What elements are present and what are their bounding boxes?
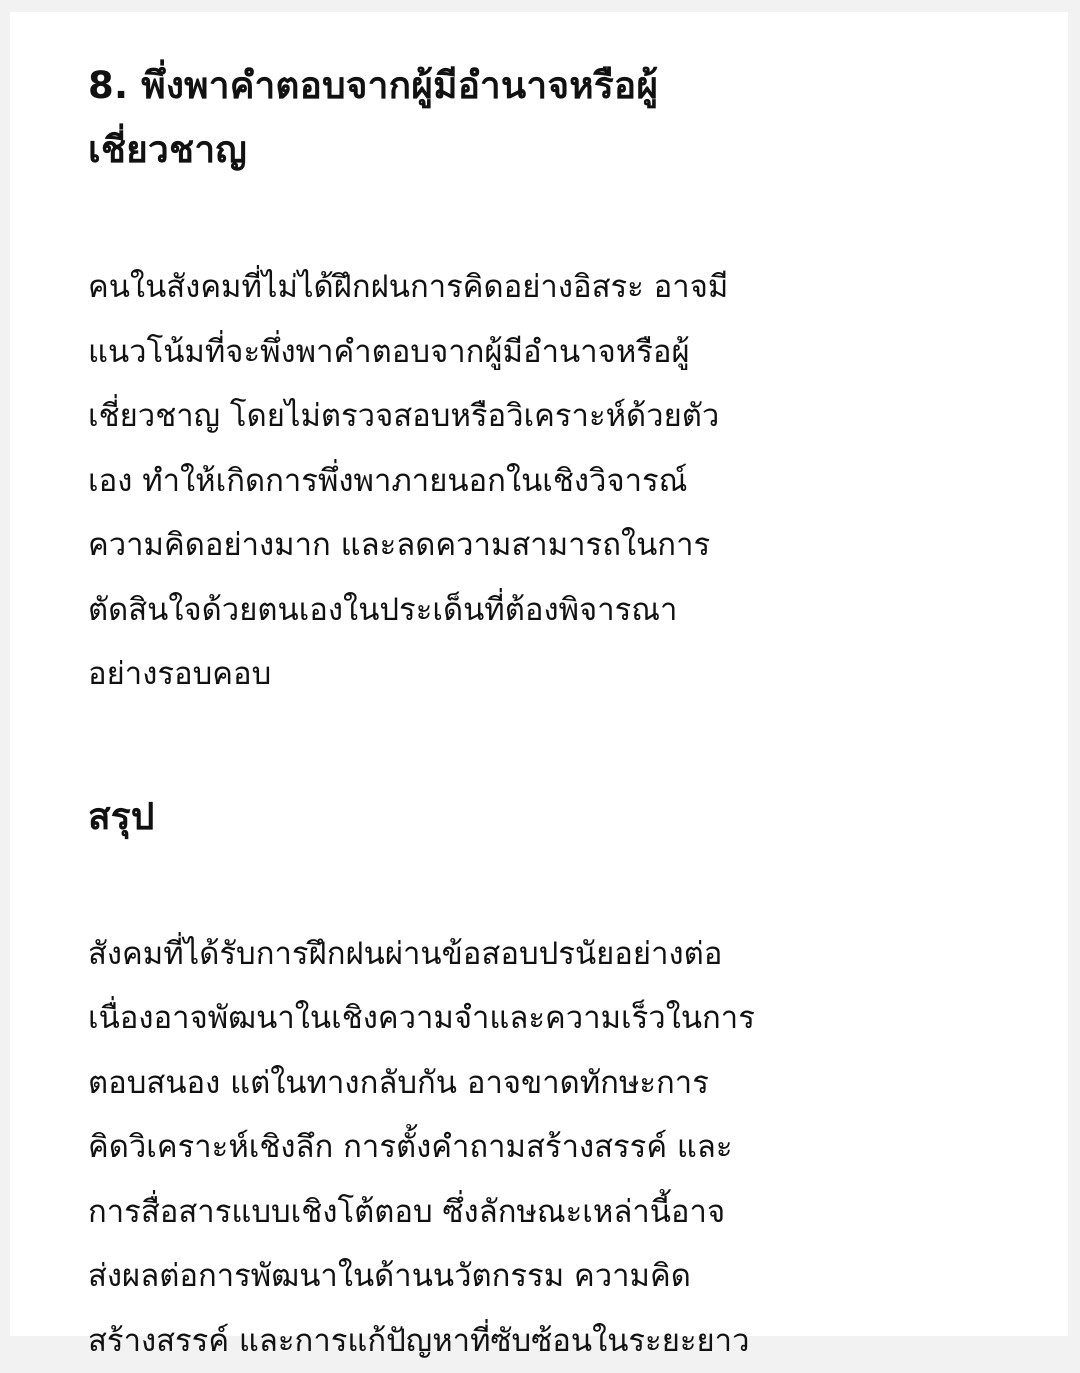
section-heading-summary [88, 785, 1068, 849]
paragraph-line: เชี่ยวชาญ โดยไม่ตรวจสอบหรือวิเคราะห์ด้วยตัว [88, 384, 1068, 449]
paragraph-line: เอง ทำให้เกิดการพึ่งพาภายนอกในเชิงวิจารณ์ [88, 449, 1068, 514]
paragraph-line: ส่งผลต่อการพัฒนาในด้านนวัตกรรม ความคิด [88, 1244, 1068, 1309]
document-page [10, 12, 1068, 1336]
paragraph-line: แนวโน้มที่จะพึ่งพาคำตอบจากผู้มีอำนาจหรือผู้ [88, 320, 1068, 385]
paragraph-line: สังคมที่ได้รับการฝึกฝนผ่านข้อสอบปรนัยอย่างต่อ [88, 922, 1068, 987]
paragraph-line: อย่างรอบคอบ [88, 642, 1068, 707]
paragraph-line: ความคิดอย่างมาก และลดความสามารถในการ [88, 513, 1068, 578]
paragraph-line: เนื่องอาจพัฒนาในเชิงความจำและความเร็วในการ [88, 986, 1068, 1051]
paragraph-line: ตอบสนอง แต่ในทางกลับกัน อาจขาดทักษะการ [88, 1051, 1068, 1116]
section-heading-dependence-on-authority [88, 54, 1068, 182]
paragraph-line: ตัดสินใจด้วยตนเองในประเด็นที่ต้องพิจารณา [88, 578, 1068, 643]
section-paragraph-dependence-on-authority [88, 255, 1068, 707]
section-paragraph-summary [88, 922, 1068, 1373]
paragraph-line: สร้างสรรค์ และการแก้ปัญหาที่ซับซ้อนในระยะยาว [88, 1309, 1068, 1373]
heading-line: เชี่ยวชาญ [88, 118, 1068, 182]
paragraph-line: การสื่อสารแบบเชิงโต้ตอบ ซึ่งลักษณะเหล่านี้อาจ [88, 1180, 1068, 1245]
heading-line: 8. พึ่งพาคำตอบจากผู้มีอำนาจหรือผู้ [88, 54, 1068, 118]
paragraph-line: คนในสังคมที่ไม่ได้ฝึกฝนการคิดอย่างอิสระ อาจมี [88, 255, 1068, 320]
paragraph-line: คิดวิเคราะห์เชิงลึก การตั้งคำถามสร้างสรรค์ และ [88, 1115, 1068, 1180]
heading-line: สรุป [88, 785, 1068, 849]
